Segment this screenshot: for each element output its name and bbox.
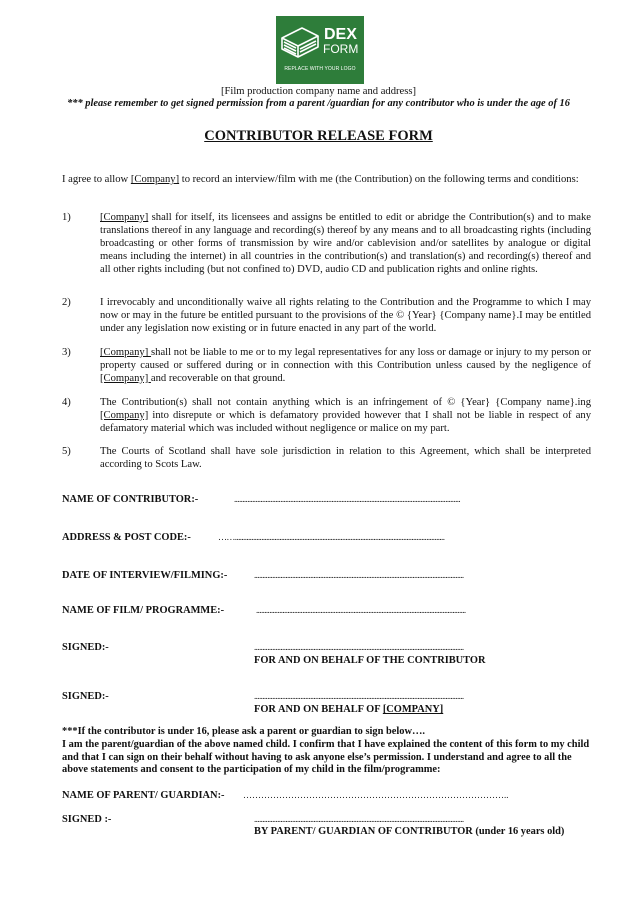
logo-tagline: REPLACE WITH YOUR LOGO [284, 66, 356, 72]
intro-text-end: to record an interview/film with me (the Contribution) on the following terms and conditions: [179, 174, 579, 185]
clause-1 [62, 212, 591, 277]
logo-text-dex: DEX [324, 26, 357, 43]
clause-number: 1) [62, 212, 71, 223]
address-field[interactable]: ……............................................................................................................................... [218, 532, 445, 542]
clause-text-end: and recoverable on that ground. [150, 372, 286, 384]
parent-name-label: NAME OF PARENT/ GUARDIAN:- [62, 790, 225, 801]
address-label: ADDRESS & POST CODE:- [62, 532, 191, 543]
signed-contributor-field[interactable]: ............................................................................................................................... [254, 642, 464, 652]
signed-contributor-caption: FOR AND ON BEHALF OF THE CONTRIBUTOR [254, 655, 486, 666]
signed-company-field[interactable]: ............................................................................................................................... [254, 691, 464, 701]
guardian-note-body: I am the parent/guardian of the above named child. I confirm that I have explained the content of this form to my child and that I can sign on their behalf without having to ask anyone else’s permission. I understand and agree to all the above statements and consent to the participation of my child in the film/programme: [62, 738, 590, 776]
clause-text: The Courts of Scotland shall have sole jurisdiction in relation to this Agreement, which shall be interpreted according to Scots Law. [100, 446, 591, 470]
company-placeholder: [Company] [100, 409, 149, 421]
company-placeholder: [Company] [100, 212, 149, 223]
guardian-note-heading: ***If the contributor is under 16, please ask a parent or guardian to sign below…. [62, 726, 425, 737]
caption-prefix: FOR AND ON BEHALF OF [254, 704, 383, 715]
clause-text: shall for itself, its licensees and assigns be entitled to edit or abridge the Contribution(s) and to make translations thereof in any language and recording(s) thereof by any means and to all broadcasting rights (including broadcasting or other forms of transmission by wire and/or cablevision and/or satellites by analogue or digital means including the internet) in all countries in the contribution(s) and translation(s) and recording(s) thereof and all other rights including (but not confined to) DVD, audio CD and publication rights and online rights. [100, 212, 591, 275]
age-reminder: *** please remember to get signed permission from a parent /guardian for any contributor who is under the age of 16 [67, 98, 570, 109]
logo-text-form: FORM [323, 42, 359, 56]
clause-number: 2) [62, 297, 71, 308]
clause-text: The Contribution(s) shall not contain anything which is an infringement of © {Year} {Company name}.ing [100, 397, 591, 408]
company-placeholder: [Company] [100, 347, 152, 358]
clause-number: 3) [62, 347, 71, 358]
page-title [0, 128, 637, 145]
film-name-field[interactable]: ............................................................................................................................... [256, 605, 466, 615]
clause-4 [62, 397, 591, 436]
date-label: DATE OF INTERVIEW/FILMING:- [62, 570, 228, 581]
logo [276, 16, 364, 84]
company-placeholder: [Film production company name and address] [220, 86, 417, 97]
date-field[interactable]: ............................................................................................................................... [254, 570, 464, 580]
intro-text: I agree to allow [62, 174, 131, 185]
contributor-name-field[interactable]: ......................................................................................................................................... [234, 494, 461, 504]
clause-text: I irrevocably and unconditionally waive all rights relating to the Contribution and the Programme to which I may now or may in the future be entitled pursuant to the provisions of the © {Year} {Company name}.I may be entitled under any legislation now existing or in future enacted in any part of the world. [100, 297, 591, 334]
signed-contributor-label: SIGNED:- [62, 642, 109, 653]
signed-company-label: SIGNED:- [62, 691, 109, 702]
clause-5 [62, 446, 591, 472]
parent-name-field[interactable]: …………………………………………………………………………….. [243, 790, 509, 800]
guardian-note [62, 726, 592, 777]
film-name-label: NAME OF FILM/ PROGRAMME:- [62, 605, 225, 616]
clause-number: 4) [62, 397, 71, 408]
signed-company-caption [254, 704, 443, 715]
company-placeholder-link: [Company] [130, 174, 180, 185]
company-placeholder: [Company] [100, 372, 151, 384]
company-placeholder: [COMPANY] [382, 704, 444, 715]
clause-text: shall not be liable to me or to my legal representatives for any loss or damage or injury to my person or property caused or suffered during or in connection with this Contribution unless caused by the negligence of [100, 347, 592, 371]
intro-paragraph [62, 174, 602, 185]
clause-2 [62, 297, 591, 336]
signed-parent-label: SIGNED :- [62, 814, 112, 825]
title-text: CONTRIBUTOR RELEASE FORM [204, 128, 433, 144]
contributor-name-label: NAME OF CONTRIBUTOR:- [62, 494, 199, 505]
clause-text-end: into disrepute or which is defamatory provided however that I shall not be liable in respect of any defamatory material which was included without negligence or malice on my part. [100, 409, 591, 434]
clause-3 [62, 347, 591, 386]
stacked-paper-icon [276, 16, 324, 66]
signed-parent-caption: BY PARENT/ GUARDIAN OF CONTRIBUTOR (under 16 years old) [254, 826, 565, 837]
signed-parent-field[interactable]: ............................................................................................................................... [254, 814, 464, 824]
clause-number: 5) [62, 446, 71, 457]
